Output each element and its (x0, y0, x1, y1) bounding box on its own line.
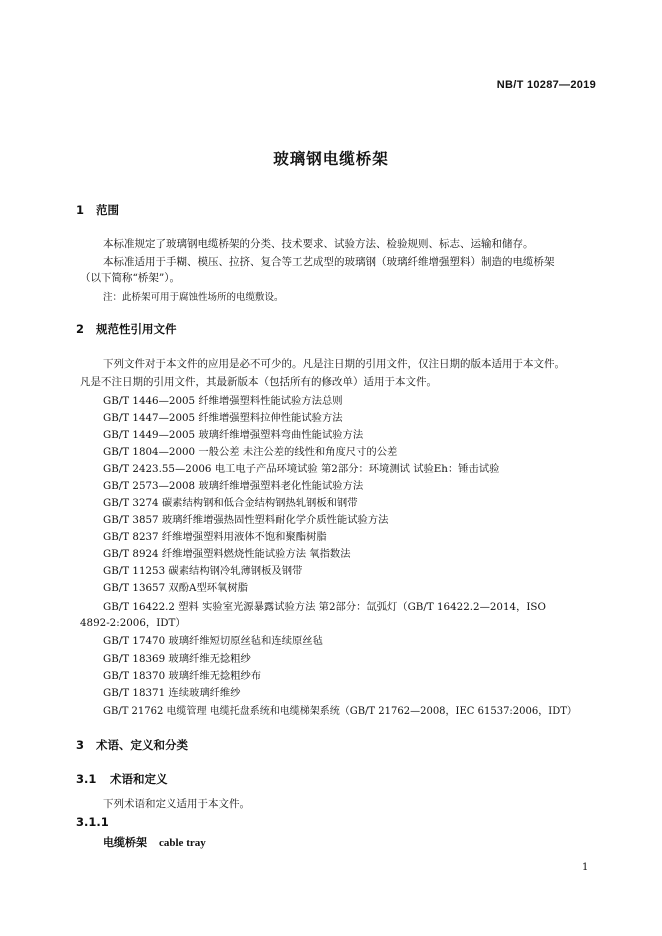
references-intro-line-1: 下列文件对于本文件的应用是必不可少的。凡是注日期的引用文件，仅注日期的版本适用于本文件。 (103, 358, 565, 370)
subsection-number: 3.1 (76, 772, 97, 786)
scope-paragraph-1: 本标准规定了玻璃钢电缆桥架的分类、技术要求、试验方法、检验规则、标志、运输和储存。 (103, 238, 534, 250)
reference-item: GB/T 13657 双酚A型环氧树脂 (103, 582, 248, 594)
reference-item: GB/T 17470 玻璃纤维短切原丝毡和连续原丝毡 (103, 635, 323, 647)
reference-item-continuation: 4892-2:2006，IDT） (80, 617, 186, 629)
term-english: cable tray (159, 837, 206, 849)
scope-paragraph-2-line-2: （以下简称“桥架”）。 (80, 272, 180, 284)
reference-item: GB/T 18370 玻璃纤维无捻粗纱布 (103, 670, 262, 682)
term-chinese: 电缆桥架 (103, 836, 147, 849)
reference-item: GB/T 11253 碳素结构钢冷轧薄钢板及钢带 (103, 565, 303, 577)
terms-intro: 下列术语和定义适用于本文件。 (103, 798, 250, 810)
reference-item: GB/T 18369 玻璃纤维无捻粗纱 (103, 653, 251, 665)
page-title: 玻璃钢电缆桥架 (273, 150, 389, 168)
section-title: 范围 (96, 203, 119, 217)
references-intro-line-2: 凡是不注日期的引用文件，其最新版本（包括所有的修改单）适用于本文件。 (80, 376, 437, 388)
section-title: 规范性引用文件 (96, 322, 177, 336)
reference-item: GB/T 1447—2005 纤维增强塑料拉伸性能试验方法 (103, 412, 343, 424)
reference-item: GB/T 2573—2008 玻璃纤维增强塑料老化性能试验方法 (103, 480, 364, 492)
reference-item: GB/T 1804—2000 一般公差 未注公差的线性和角度尺寸的公差 (103, 446, 398, 458)
reference-item: GB/T 3274 碳素结构钢和低合金结构钢热轧钢板和钢带 (103, 497, 358, 509)
reference-item: GB/T 21762 电缆管理 电缆托盘系统和电缆梯架系统（GB/T 21762—2008，IEC 61537:2006，IDT） (103, 706, 577, 717)
reference-item: GB/T 16422.2 塑料 实验室光源暴露试验方法 第2部分：氙弧灯（GB/T 16422.2—2014，ISO (103, 601, 546, 613)
reference-item: GB/T 1449—2005 玻璃纤维增强塑料弯曲性能试验方法 (103, 429, 364, 441)
section-1-heading (76, 202, 119, 218)
scope-note: 注：此桥架可用于腐蚀性场所的电缆敷设。 (103, 292, 284, 303)
reference-item: GB/T 8237 纤维增强塑料用液体不饱和聚酯树脂 (103, 531, 327, 543)
reference-item: GB/T 8924 纤维增强塑料燃烧性能试验方法 氧指数法 (103, 548, 351, 560)
page-number: 1 (582, 862, 589, 873)
subsection-3-1-1-number: 3.1.1 (76, 815, 109, 829)
section-2-heading (76, 321, 177, 337)
scope-paragraph-2-line-1: 本标准适用于手糊、模压、拉挤、复合等工艺成型的玻璃钢（玻璃纤维增强塑料）制造的电缆桥架 (103, 256, 555, 268)
section-number: 3 (76, 738, 85, 752)
section-title: 术语、定义和分类 (96, 738, 188, 752)
subsection-3-1-heading (76, 771, 168, 787)
reference-item: GB/T 2423.55—2006 电工电子产品环境试验 第2部分：环境测试 试验Eh：锤击试验 (103, 463, 500, 475)
term-entry (103, 834, 206, 850)
section-3-heading (76, 737, 188, 753)
reference-item: GB/T 3857 玻璃纤维增强热固性塑料耐化学介质性能试验方法 (103, 514, 389, 526)
standard-code: NB/T 10287—2019 (496, 79, 596, 91)
section-number: 2 (76, 322, 85, 336)
section-number: 1 (76, 203, 85, 217)
reference-item: GB/T 1446—2005 纤维增强塑料性能试验方法总则 (103, 395, 343, 407)
subsection-title: 术语和定义 (110, 772, 168, 786)
reference-item: GB/T 18371 连续玻璃纤维纱 (103, 687, 241, 699)
